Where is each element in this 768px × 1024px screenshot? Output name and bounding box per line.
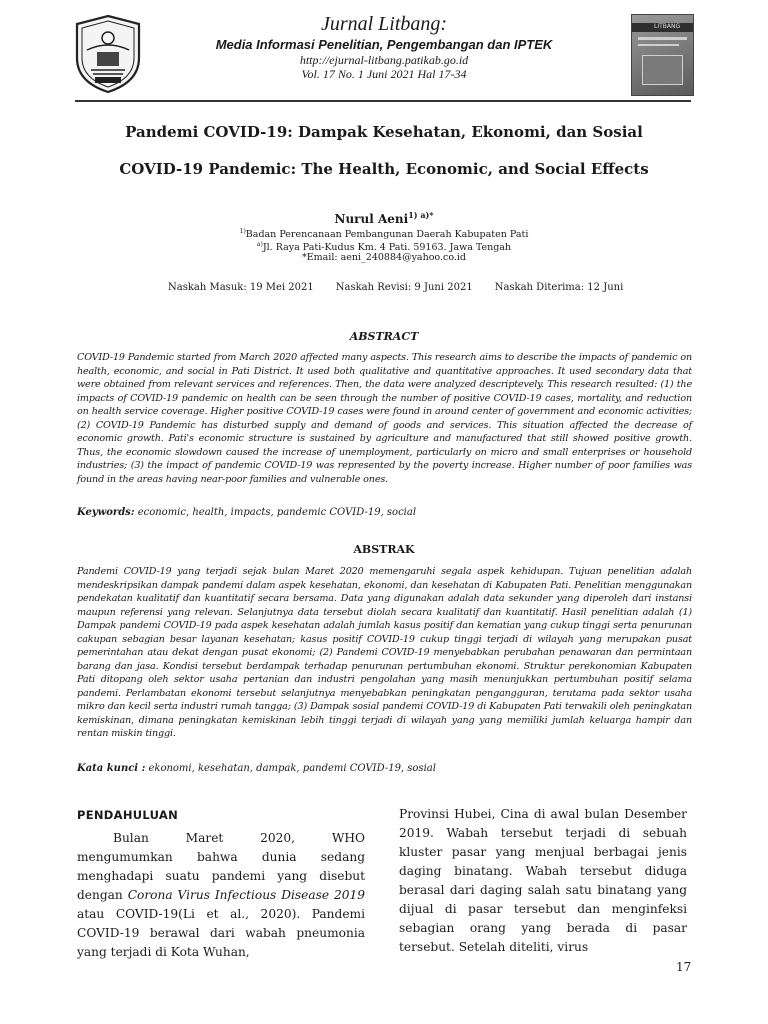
author-name: Nurul Aeni xyxy=(334,212,409,226)
keywords-text: economic, health, impacts, pandemic COVID-19, social xyxy=(134,507,417,518)
intro-paragraph-continued: Provinsi Hubei, Cina di awal bulan Desember 2019. Wabah tersebut terjadi di sebuah kluster pasar yang menjual berbagai jenis daging binatang. Wabah tersebut diduga berasal dari daging salah satu binatang yang dijual di pasar tersebut dan menginfeksi sebagian orang yang berada di pasar tersebut. Setelah diteliti, virus xyxy=(399,807,687,954)
title-english: COVID-19 Pandemic: The Health, Economic, and Social Effects xyxy=(119,160,649,178)
abstract-english-text: COVID-19 Pandemic started from March 2020 affected many aspects. This research aims to describe the impacts of pandemic on health, economic, and social in Pati District. It used both qualitative and quantitative approaches. It used secondary data that were obtained from relevant services and references. Then, the data were analyzed descriptevely. This research resulted: (1) the impacts of COVID-19 pandemic on health can be seen through the number of positive COVID-19 cases, mortality, and reduction on health service coverage. Higher positive COVID-19 cases were found in around center of government and economic activities; (2) COVID-19 Pandemic has disturbed supply and demand of goods and services. This situation affected the decrease of economic growth. Pati's economic structure is sustained by agriculture and manufactured that still showed positive growth. Thus, the economic slowdown caused the increase of unemployment, particularly on micro and small enterprises or household industries; (3) the impact of pandemic COVID-19 was represented by the poverty increase. Higher number of poor families was found in the areas having near-poor families and vulnerable ones. xyxy=(77,352,692,485)
journal-title: Jurnal Litbang: xyxy=(320,13,448,35)
address-text: Jl. Raya Pati-Kudus Km. 4 Pati. 59163. Jawa Tengah xyxy=(262,242,512,254)
kata-kunci-label: Kata kunci : xyxy=(77,763,146,774)
kata-kunci-text: ekonomi, kesehatan, dampak, pandemi COVID-19, sosial xyxy=(145,763,436,774)
disease-name: Corona Virus Infectious Disease 2019 xyxy=(127,888,365,902)
keywords-english xyxy=(77,507,692,518)
author-email[interactable]: *Email: aeni_240884@yahoo.co.id xyxy=(301,252,467,263)
keywords-indonesian xyxy=(77,763,692,774)
journal-url: http://ejurnal-litbang.patikab.go.id xyxy=(299,53,469,67)
journal-header xyxy=(150,12,618,81)
address-mark: a) xyxy=(256,241,263,248)
intro-paragraph: Bulan Maret 2020, WHO mengumumkan bahwa dunia sedang menghadapi suatu pandemi yang disebut dengan Corona Virus Infectious Disease 2019 atau COVID-19(Li et al., 2020). Pandemi COVID-19 berawal dari wabah pneumonia yang terjadi di Kota Wuhan, xyxy=(77,831,365,959)
regency-logo xyxy=(73,14,143,94)
date-revised: Naskah Revisi: 9 Juni 2021 xyxy=(335,282,473,293)
journal-volume: Vol. 17 No. 1 Juni 2021 Hal 17-34 xyxy=(301,67,467,81)
cover-title: LITBANG xyxy=(654,23,681,30)
date-received: Naskah Masuk: 19 Mei 2021 xyxy=(168,282,314,293)
header-rule xyxy=(75,100,691,102)
submission-dates xyxy=(168,282,645,293)
affiliation-mark: 1) xyxy=(239,228,246,235)
keywords-label: Keywords: xyxy=(77,507,135,518)
page-number: 17 xyxy=(676,960,692,974)
body-column-left xyxy=(77,806,365,962)
abstrak-heading: ABSTRAK xyxy=(353,543,415,556)
title-indonesian: Pandemi COVID-19: Dampak Kesehatan, Ekonomi, dan Sosial xyxy=(125,123,643,141)
affiliation-text: Badan Perencanaan Pembangunan Daerah Kabupaten Pati xyxy=(245,229,529,241)
abstract-indonesian-text: Pandemi COVID-19 yang terjadi sejak bulan Maret 2020 memengaruhi segala aspek kehidupan. Tujuan penelitian adalah mendeskripsikan dampak pandemi dalam aspek kesehatan, ekonomi, dan kesehatan di Kabupaten Pati. Penelitian menggunakan pendekatan kualitatif dan kuantitatif secara bersama. Data yang digunakan adalah data sekunder yang diperoleh dari instansi maupun referensi yang relevan. Selanjutnya data tersebut diolah secara kualitatif dan kuantitatif. Hasil penelitian adalah (1) Dampak pandemi COVID-19 pada aspek kesehatan adalah jumlah kasus positif dan kematian yang cukup tinggi serta penurunan cakupan sebagian besar layanan kesehatan; kasus positif COVID-19 cukup tinggi terjadi di wilayah yang merupakan pusat pemerintahan atau dekat dengan pusat ekonomi; (2) Pandemi COVID-19 menyebabkan perubahan penawaran dan permintaan barang dan jasa. Kondisi tersebut berdampak terhadap penurunan pertumbuhan ekonomi. Struktur perekonomian Kabupaten Pati ditopang oleh sektor usaha pertanian dan industri pengolahan yang masih menunjukkan pertumbuhan positif selama pandemi. Perlambatan ekonomi tersebut selanjutnya menyebabkan peningkatan pengangguran, terutama pada sektor usaha mikro dan kecil serta industri rumah tangga; (3) Dampak sosial pandemi COVID-19 di Kabupaten Pati terwakili oleh peningkatan kemiskinan, dimana peningkatan kemiskinan lebih tinggi terjadi di wilayah yang yang memiliki jumlah keluarga hampir dan rentan miskin tinggi. xyxy=(77,566,692,739)
abstract-heading: ABSTRACT xyxy=(349,330,419,343)
journal-subtitle: Media Informasi Penelitian, Pengembangan dan IPTEK xyxy=(215,37,553,52)
author-marks: 1) a)* xyxy=(408,210,434,220)
section-heading-pendahuluan: PENDAHULUAN xyxy=(77,808,179,822)
journal-cover-thumbnail xyxy=(631,14,694,96)
date-accepted: Naskah Diterima: 12 Juni xyxy=(494,282,624,293)
body-column-right xyxy=(399,805,687,957)
author xyxy=(0,210,768,226)
